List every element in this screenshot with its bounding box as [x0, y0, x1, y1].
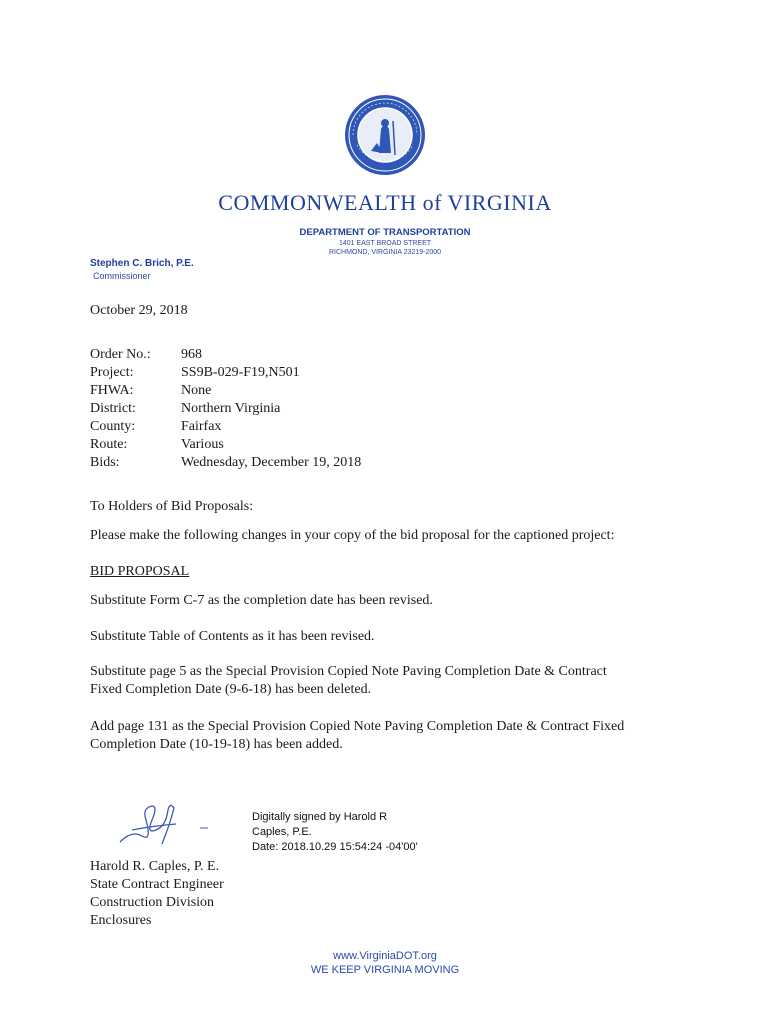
change-item-4-line2: Completion Date (10-19-18) has been added.: [90, 737, 343, 752]
signer-title: State Contract Engineer: [90, 877, 224, 892]
info-value: None: [181, 383, 212, 398]
change-item-4: [90, 718, 690, 754]
change-item-1: Substitute Form C-7 as the completion date has been revised.: [90, 593, 433, 608]
order-info-block: [90, 346, 361, 472]
info-label: Route:: [90, 437, 128, 452]
info-row-project: [90, 364, 361, 382]
info-value: Wednesday, December 19, 2018: [181, 455, 362, 470]
salutation: To Holders of Bid Proposals:: [90, 499, 254, 514]
letter-date: October 29, 2018: [90, 303, 188, 318]
signer-name: Harold R. Caples, P. E.: [90, 859, 220, 874]
signer-block: [90, 858, 224, 930]
address-street: 1401 EAST BROAD STREET: [338, 240, 432, 247]
change-item-3-line2: Fixed Completion Date (9-6-18) has been deleted.: [90, 682, 372, 697]
intro-paragraph: Please make the following changes in your copy of the bid proposal for the captioned project:: [90, 528, 615, 543]
info-label: District:: [90, 401, 136, 416]
signer-division: Construction Division: [90, 895, 215, 910]
info-row-county: [90, 418, 361, 436]
info-value: Various: [181, 437, 224, 452]
info-row-route: [90, 436, 361, 454]
info-label: Order No.:: [90, 347, 151, 362]
digital-signature-line1: Digitally signed by Harold R: [252, 811, 388, 823]
info-label: Bids:: [90, 455, 120, 470]
department-name: DEPARTMENT OF TRANSPORTATION: [299, 227, 471, 238]
commissioner-name: Stephen C. Brich, P.E.: [90, 258, 194, 269]
info-label: County:: [90, 419, 136, 434]
info-row-fhwa: [90, 382, 361, 400]
info-value: 968: [181, 347, 202, 362]
info-label: FHWA:: [90, 383, 134, 398]
digital-signature-date: Date: 2018.10.29 15:54:24 -04'00': [252, 841, 418, 853]
info-row-bids: [90, 454, 361, 472]
info-value: SS9B-029-F19,N501: [181, 365, 300, 380]
virginia-seal-icon: [343, 93, 427, 177]
commissioner-title: Commissioner: [93, 271, 151, 281]
change-item-3: [90, 663, 690, 699]
footer-website-link[interactable]: www.VirginiaDOT.org: [333, 950, 437, 962]
change-item-4-line1: Add page 131 as the Special Provision Copied Note Paving Completion Date & Contract Fixed: [90, 719, 625, 734]
change-item-3-line1: Substitute page 5 as the Special Provision Copied Note Paving Completion Date & Contract: [90, 664, 607, 679]
change-item-2: Substitute Table of Contents as it has been revised.: [90, 629, 375, 644]
digital-signature-text: [252, 810, 418, 855]
info-value: Fairfax: [181, 419, 222, 434]
footer-slogan: WE KEEP VIRGINIA MOVING: [310, 964, 460, 976]
info-label: Project:: [90, 365, 134, 380]
enclosures-note: Enclosures: [90, 913, 152, 928]
info-row-district: [90, 400, 361, 418]
digital-signature-line2: Caples, P.E.: [252, 826, 312, 838]
address-city: RICHMOND, VIRGINIA 23219-2000: [328, 249, 442, 256]
commonwealth-heading: COMMONWEALTH of VIRGINIA: [218, 190, 552, 215]
handwritten-signature: [112, 800, 232, 860]
section-heading: BID PROPOSAL: [90, 564, 190, 579]
info-row-order: [90, 346, 361, 364]
footer: [0, 949, 770, 977]
info-value: Northern Virginia: [181, 401, 281, 416]
